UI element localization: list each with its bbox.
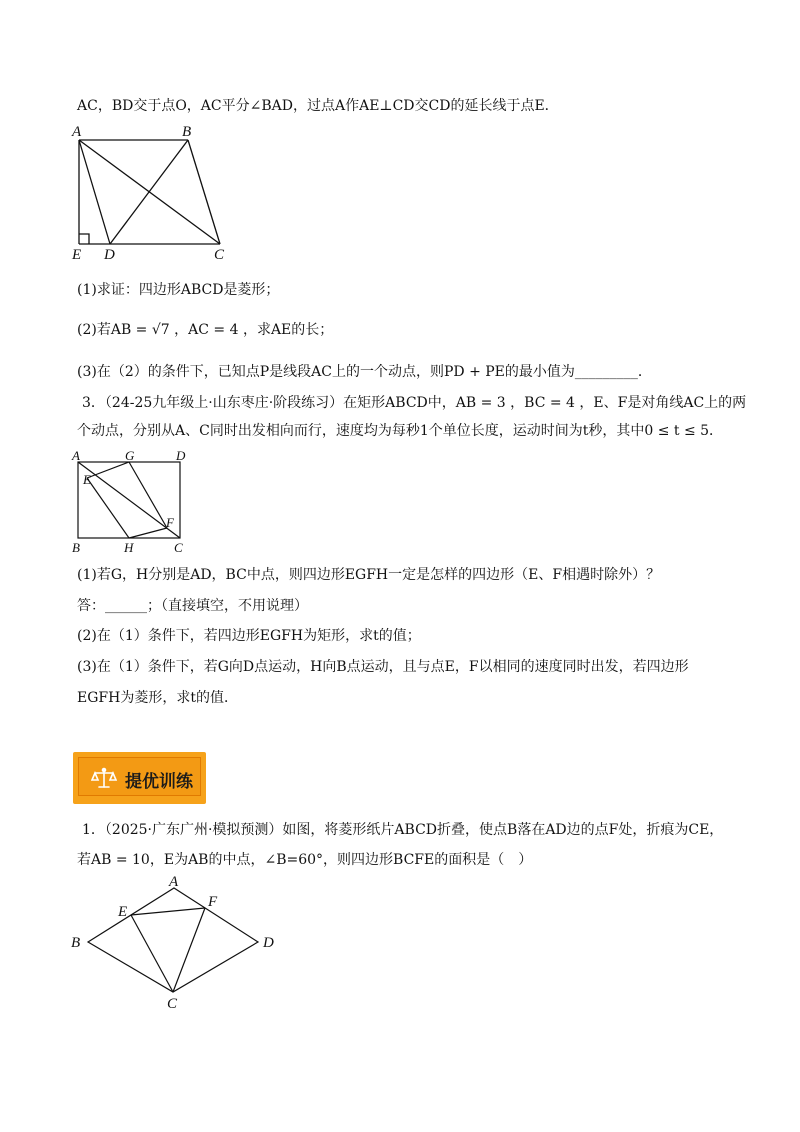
fig1-label-d: D xyxy=(104,247,115,262)
problem2-question1: (1)求证：四边形ABCD是菱形； xyxy=(77,282,280,298)
problem2-intro: AC，BD交于点O，AC平分∠BAD，过点A作AE⊥CD交CD的延长线于点E． xyxy=(77,98,559,114)
fig1-label-c: C xyxy=(214,247,225,262)
section-header-badge xyxy=(73,752,206,804)
fig2-label-d: D xyxy=(176,448,186,463)
fig2-label-g: G xyxy=(125,448,135,463)
fig3-label-a: A xyxy=(169,874,179,890)
figure-quadrilateral-abcd xyxy=(70,122,240,262)
problem3-question2: (2)在（1）条件下，若四边形EGFH为矩形，求t的值； xyxy=(77,628,421,644)
problem2-question2: (2)若AB = √7 ，AC = 4 ，求AE的长； xyxy=(77,322,334,338)
fig2-label-c: C xyxy=(174,540,183,555)
problem3-question1: (1)若G，H分别是AD，BC中点，则四边形EGFH一定是怎样的四边形（E、F相遇时除外）？ xyxy=(77,567,661,583)
fig1-label-b: B xyxy=(182,124,192,140)
problem2-question3: (3)在（2）的条件下，已知点P是线段AC上的一个动点，则PD + PE的最小值为_________． xyxy=(77,364,652,380)
fig3-label-b: B xyxy=(71,935,81,951)
fig2-label-h: H xyxy=(124,540,134,555)
section-header-inner xyxy=(78,757,201,796)
fig2-label-e: E xyxy=(83,472,91,487)
scale-icon xyxy=(91,765,117,791)
bonus1-line1: 1．（2025·广东广州·模拟预测）如图，将菱形纸片ABCD折叠，使点B落在AD边的点F处，折痕为CE， xyxy=(82,822,724,838)
figure-rectangle-abcd xyxy=(70,448,195,556)
problem3-line1: 3．（24-25九年级上·山东枣庄·阶段练习）在矩形ABCD中，AB = 3 ，BC = 4 ，E、F是对角线AC上的两 xyxy=(82,395,747,411)
section-title: 提优训练 xyxy=(125,772,193,792)
fig3-label-d: D xyxy=(263,935,274,951)
fig1-label-a: A xyxy=(72,124,82,140)
fig2-label-a: A xyxy=(72,448,80,463)
fig2-label-b: B xyxy=(72,540,80,555)
fig3-label-e: E xyxy=(118,904,128,920)
fig1-label-e: E xyxy=(72,247,82,262)
problem3-question3-cont: EGFH为菱形，求t的值． xyxy=(77,690,238,706)
bonus1-line2: 若AB = 10，E为AB的中点，∠B=60°，则四边形BCFE的面积是（ ） xyxy=(77,852,533,868)
problem3-answer: 答：______；（直接填空，不用说理） xyxy=(77,598,308,614)
problem3-question3: (3)在（1）条件下，若G向D点运动，H向B点运动，且与点E，F以相同的速度同时出发，若四边形 xyxy=(77,659,689,675)
fig2-label-f: F xyxy=(166,515,174,530)
fig3-label-f: F xyxy=(208,894,218,910)
figure-rhombus-abcd xyxy=(65,872,285,1012)
problem3-line2: 个动点，分别从A、C同时出发相向而行，速度均为每秒1个单位长度，运动时间为t秒，其中0 ≤ t ≤ 5． xyxy=(77,423,724,439)
fig3-label-c: C xyxy=(167,996,178,1012)
